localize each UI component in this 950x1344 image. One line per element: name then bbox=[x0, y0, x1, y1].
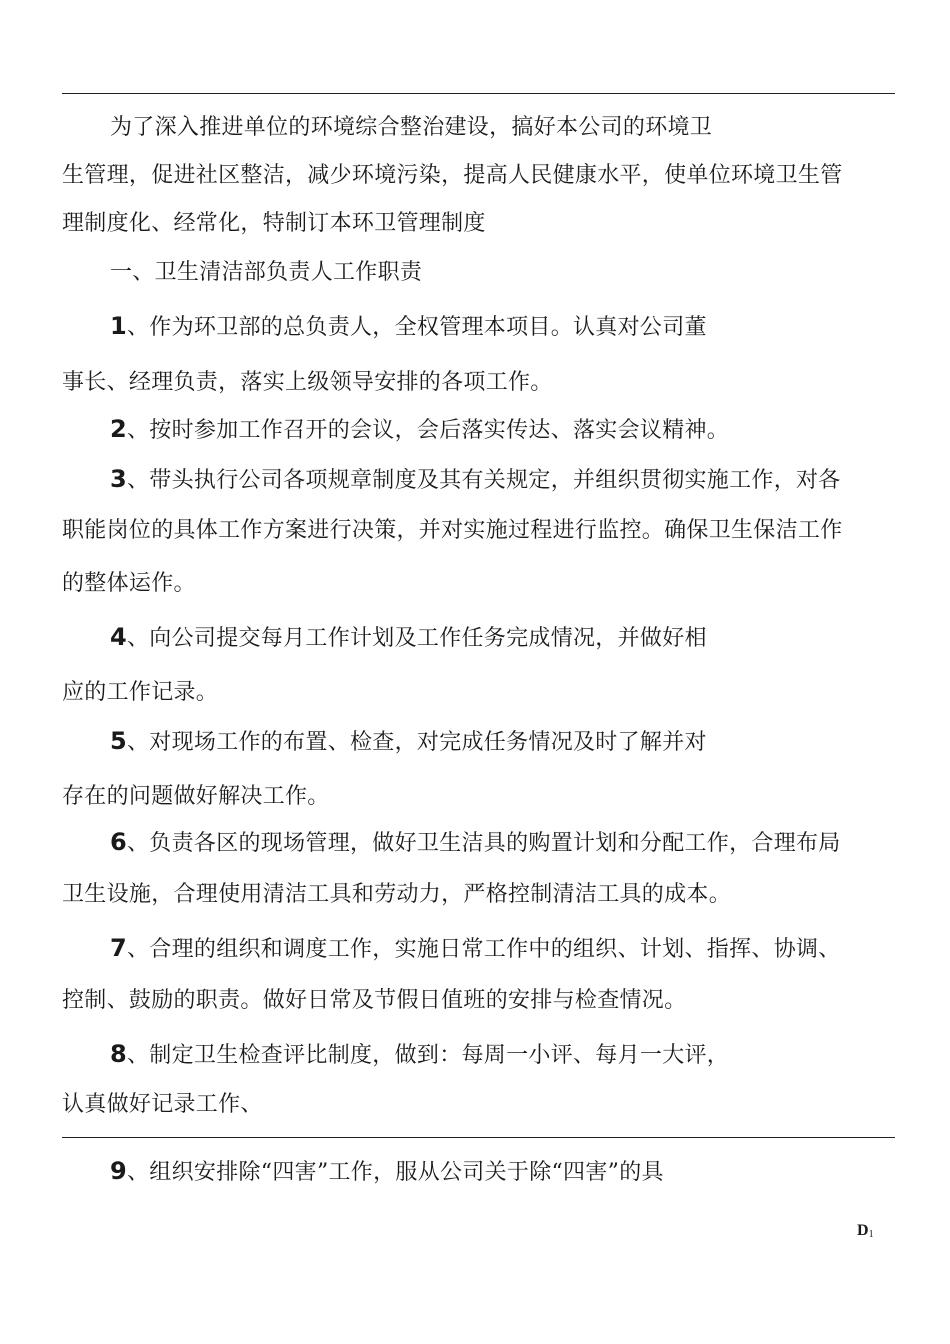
item-text: 、负责各区的现场管理，做好卫生洁具的购置计划和分配工作，合理布局 bbox=[127, 831, 841, 856]
item-number: 7 bbox=[110, 934, 127, 962]
top-rule bbox=[62, 93, 895, 94]
section-heading: 一、卫生清洁部负责人工作职责 bbox=[110, 260, 423, 285]
item-number: 8 bbox=[110, 1040, 127, 1068]
item-1-cont-1: 事长、经理负责，落实上级领导安排的各项工作。 bbox=[62, 370, 553, 395]
item-text: 、带头执行公司各项规章制度及其有关规定，并组织贯彻实施工作，对各 bbox=[127, 468, 841, 493]
item-text: 、组织安排除“四害”工作，服从公司关于除“四害”的具 bbox=[127, 1160, 664, 1185]
item-number: 3 bbox=[110, 465, 127, 493]
item-text: 、制定卫生检查评比制度，做到：每周一小评、每月一大评， bbox=[127, 1043, 730, 1068]
item-text: 、合理的组织和调度工作，实施日常工作中的组织、计划、指挥、协调、 bbox=[127, 937, 841, 962]
item-text: 、作为环卫部的总负责人，全权管理本项目。认真对公司董 bbox=[127, 315, 707, 340]
item-8 bbox=[110, 1039, 729, 1071]
item-number: 6 bbox=[110, 828, 127, 856]
item-text: 、向公司提交每月工作计划及工作任务完成情况，并做好相 bbox=[127, 626, 707, 651]
item-5 bbox=[110, 726, 707, 758]
item-number: 2 bbox=[110, 415, 127, 443]
item-7-cont-1: 控制、鼓励的职责。做好日常及节假日值班的安排与检查情况。 bbox=[62, 988, 687, 1013]
item-8-cont-1: 认真做好记录工作、 bbox=[62, 1092, 263, 1117]
item-2 bbox=[110, 414, 729, 446]
page-mark bbox=[857, 1222, 874, 1240]
item-6 bbox=[110, 827, 841, 859]
intro-line-1: 为了深入推进单位的环境综合整治建设，搞好本公司的环境卫 bbox=[110, 115, 713, 140]
item-3-cont-1: 职能岗位的具体工作方案进行决策，并对实施过程进行监控。确保卫生保洁工作 bbox=[62, 518, 843, 543]
page-number: 1 bbox=[868, 1229, 874, 1240]
item-number: 1 bbox=[110, 312, 127, 340]
item-1 bbox=[110, 311, 707, 343]
item-4-cont-1: 应的工作记录。 bbox=[62, 680, 219, 705]
item-text: 、对现场工作的布置、检查，对完成任务情况及时了解并对 bbox=[127, 730, 707, 755]
intro-line-2: 生管理，促进社区整洁，减少环境污染，提高人民健康水平，使单位环境卫生管 bbox=[62, 163, 843, 188]
item-number: 4 bbox=[110, 623, 127, 651]
item-text: 、按时参加工作召开的会议，会后落实传达、落实会议精神。 bbox=[127, 418, 730, 443]
item-7 bbox=[110, 933, 841, 965]
bottom-rule bbox=[62, 1137, 895, 1138]
item-3-cont-2: 的整体运作。 bbox=[62, 571, 196, 596]
item-4 bbox=[110, 622, 707, 654]
item-number: 5 bbox=[110, 727, 127, 755]
item-6-cont-1: 卫生设施，合理使用清洁工具和劳动力，严格控制清洁工具的成本。 bbox=[62, 882, 732, 907]
item-9 bbox=[110, 1156, 664, 1188]
item-5-cont-1: 存在的问题做好解决工作。 bbox=[62, 784, 330, 809]
intro-line-3: 理制度化、经常化，特制订本环卫管理制度 bbox=[62, 211, 486, 236]
item-3 bbox=[110, 464, 841, 496]
page-mark-letter: D bbox=[857, 1222, 869, 1239]
item-number: 9 bbox=[110, 1157, 127, 1185]
